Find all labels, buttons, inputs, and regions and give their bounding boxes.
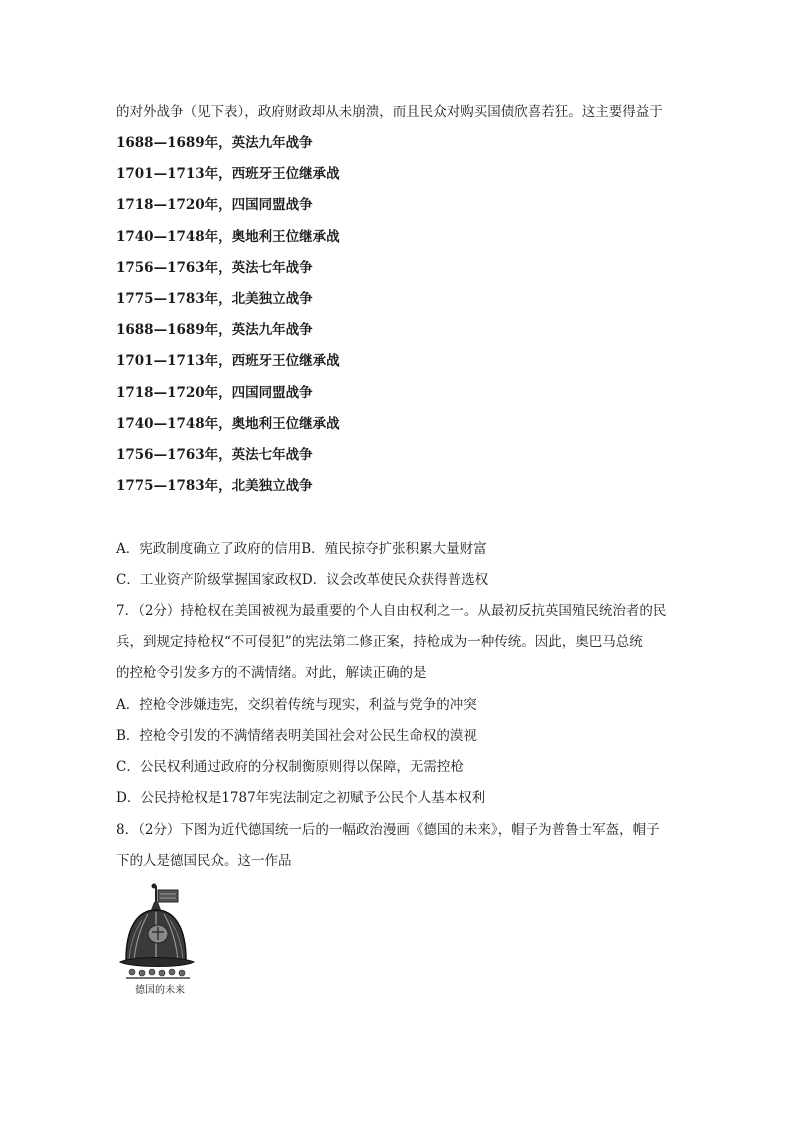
war-item: 1740—1748年，奥地利王位继承战 (116, 229, 340, 245)
war-item: 1718—1720年，四国同盟战争 (116, 197, 313, 213)
q7-stem-line: 兵，到规定持枪权“不可侵犯”的宪法第二修正案，持枪成为一种传统。因此，奥巴马总统 (116, 634, 643, 650)
q8-stem-line: 下的人是德国民众。这一作品 (116, 853, 292, 869)
q7-option-d: D．公民持枪权是1787年宪法制定之初赋予公民个人基本权利 (116, 790, 486, 806)
war-item: 1756—1763年，英法七年战争 (116, 260, 313, 276)
political-cartoon-image (118, 882, 198, 1000)
q7-option-c: C．公民权利通过政府的分权制衡原则得以保障，无需控枪 (116, 759, 464, 775)
war-item: 1701—1713年，西班牙王位继承战 (116, 166, 340, 182)
war-item: 1775—1783年，北美独立战争 (116, 291, 313, 307)
q7-stem-line: 的控枪令引发多方的不满情绪。对此，解读正确的是 (116, 665, 427, 681)
war-item: 1740—1748年，奥地利王位继承战 (116, 416, 340, 432)
war-item: 1756—1763年，英法七年战争 (116, 447, 313, 463)
q8-stem-line: 8．（2分）下图为近代德国统一后的一幅政治漫画《德国的未来》，帽子为普鲁士军盔，帽子 (116, 822, 660, 838)
q7-stem-line: 7．（2分）持枪权在美国被视为最重要的个人自由权利之一。从最初反抗英国殖民统治者的民 (116, 603, 667, 619)
war-item: 1718—1720年，四国同盟战争 (116, 385, 313, 401)
q6-option-ab: A．宪政制度确立了政府的信用B．殖民掠夺扩张积累大量财富 (116, 541, 487, 557)
intro-line: 的对外战争（见下表），政府财政却从未崩溃，而且民众对购买国债欣喜若狂。这主要得益于 (116, 104, 663, 120)
war-item: 1775—1783年，北美独立战争 (116, 478, 313, 494)
q6-option-cd: C．工业资产阶级掌握国家政权D．议会改革使民众获得普选权 (116, 572, 489, 588)
q7-option-a: A．控枪令涉嫌违宪，交织着传统与现实，利益与党争的冲突 (116, 697, 477, 713)
cartoon-caption: 德国的未来 (135, 985, 185, 996)
q7-option-b: B．控枪令引发的不满情绪表明美国社会对公民生命权的漠视 (116, 728, 477, 744)
war-item: 1688—1689年，英法九年战争 (116, 135, 313, 151)
war-item: 1701—1713年，西班牙王位继承战 (116, 353, 340, 369)
war-item: 1688—1689年，英法九年战争 (116, 322, 313, 338)
helmet-cartoon-icon (118, 882, 198, 986)
